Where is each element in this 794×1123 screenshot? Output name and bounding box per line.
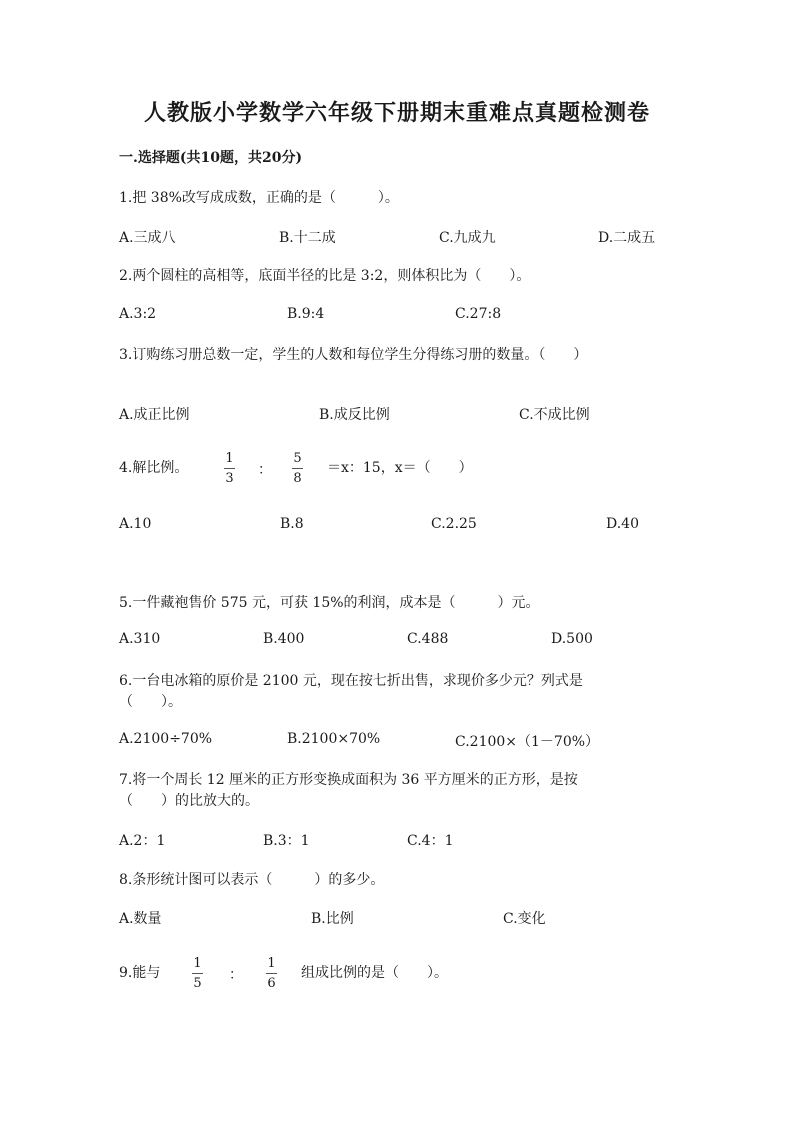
- q3-option-a[interactable]: A.成正比例: [119, 407, 190, 423]
- q4-fraction-2-denominator: 8: [293, 471, 302, 486]
- q9-fraction-1-numerator: 1: [193, 956, 202, 971]
- q4-option-b[interactable]: B.8: [280, 516, 304, 532]
- q5-option-a[interactable]: A.310: [119, 631, 161, 647]
- q8-option-a[interactable]: A.数量: [119, 911, 162, 927]
- q7-option-c[interactable]: C.4：1: [407, 833, 454, 849]
- q4-option-d[interactable]: D.40: [606, 516, 639, 532]
- question-9-prefix: 9.能与: [119, 965, 161, 981]
- fraction-bar: [266, 973, 277, 974]
- q1-option-a[interactable]: A.三成八: [119, 230, 176, 246]
- q6-option-c[interactable]: C.2100×（1－70%）: [455, 734, 600, 750]
- page-title: 人教版小学数学六年级下册期末重难点真题检测卷: [143, 100, 650, 126]
- q9-fraction-1-denominator: 5: [193, 976, 202, 991]
- q1-option-c[interactable]: C.九成九: [439, 230, 496, 246]
- q9-fraction-2-numerator: 1: [267, 956, 276, 971]
- q6-option-b[interactable]: B.2100×70%: [287, 731, 381, 747]
- q8-option-c[interactable]: C.变化: [503, 911, 546, 927]
- q5-option-c[interactable]: C.488: [407, 631, 449, 647]
- question-6: 6.一台电冰箱的原价是 2100 元，现在按七折出售，求现价多少元？列式是: [119, 673, 583, 689]
- question-8: 8.条形统计图可以表示（ ）的多少。: [119, 872, 385, 888]
- question-9-suffix: 组成比例的是（ ）。: [301, 965, 448, 981]
- q4-fraction-1: [224, 452, 235, 485]
- question-3: 3.订购练习册总数一定，学生的人数和每位学生分得练习册的数量。（ ）: [119, 347, 588, 363]
- question-7-cont: （ ）的比放大的。: [119, 793, 259, 809]
- question-7: 7.将一个周长 12 厘米的正方形变换成面积为 36 平方厘米的正方形，是按: [119, 772, 578, 788]
- q9-fraction-2: [266, 957, 277, 990]
- question-4-prefix: 4.解比例。: [119, 460, 189, 476]
- q4-ratio-colon: ：: [258, 462, 272, 478]
- q9-fraction-1: [192, 957, 203, 990]
- q1-option-d[interactable]: D.二成五: [598, 230, 656, 246]
- q6-option-a[interactable]: A.2100÷70%: [119, 731, 213, 747]
- q4-fraction-2: [292, 452, 303, 485]
- q8-option-b[interactable]: B.比例: [311, 911, 354, 927]
- q3-option-b[interactable]: B.成反比例: [319, 407, 390, 423]
- section-heading: 一.选择题(共10题，共20分): [119, 150, 303, 166]
- q5-option-b[interactable]: B.400: [263, 631, 305, 647]
- question-4-suffix: ＝x：15，x＝（ ）: [327, 460, 473, 476]
- q7-option-b[interactable]: B.3：1: [263, 833, 310, 849]
- question-2: 2.两个圆柱的高相等，底面半径的比是 3:2，则体积比为（ ）。: [119, 268, 531, 284]
- q7-option-a[interactable]: A.2：1: [119, 833, 166, 849]
- question-5: 5.一件藏袍售价 575 元，可获 15%的利润，成本是（ ）元。: [119, 595, 540, 611]
- question-1: 1.把 38%改写成成数，正确的是（ ）。: [119, 190, 399, 206]
- q2-option-c[interactable]: C.27:8: [455, 306, 502, 322]
- q4-fraction-1-numerator: 1: [225, 451, 234, 466]
- fraction-bar: [292, 468, 303, 469]
- q4-option-c[interactable]: C.2.25: [431, 516, 477, 532]
- fraction-bar: [224, 468, 235, 469]
- q3-option-c[interactable]: C.不成比例: [519, 407, 590, 423]
- q4-option-a[interactable]: A.10: [119, 516, 152, 532]
- fraction-bar: [192, 973, 203, 974]
- q4-fraction-1-denominator: 3: [225, 471, 234, 486]
- q4-fraction-2-numerator: 5: [293, 451, 302, 466]
- q9-ratio-colon: ：: [229, 967, 243, 983]
- q2-option-b[interactable]: B.9:4: [287, 306, 325, 322]
- q9-fraction-2-denominator: 6: [267, 976, 276, 991]
- question-6-cont: （ ）。: [119, 694, 182, 710]
- q1-option-b[interactable]: B.十二成: [279, 230, 336, 246]
- q2-option-a[interactable]: A.3:2: [119, 306, 157, 322]
- q5-option-d[interactable]: D.500: [551, 631, 593, 647]
